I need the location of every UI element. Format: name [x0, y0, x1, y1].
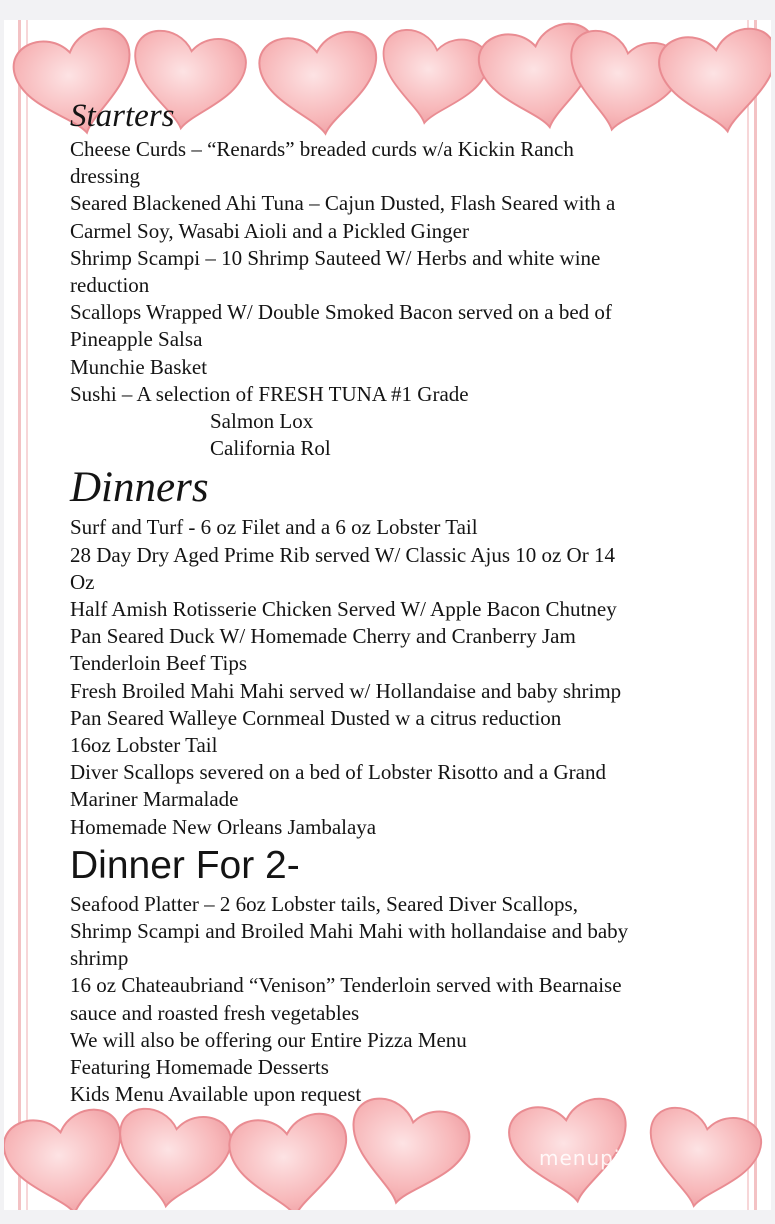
menu-line: Diver Scallops severed on a bed of Lobster Risotto and a Grand [70, 760, 606, 785]
menu-line: 16oz Lobster Tail [70, 733, 218, 758]
menu-line: Shrimp Scampi – 10 Shrimp Sauteed W/ Herbs and white wine [70, 245, 601, 270]
menu-line: Seafood Platter – 2 6oz Lobster tails, Seared Diver Scallops, [70, 891, 578, 916]
menu-line: Pan Seared Walleye Cornmeal Dusted w a citrus reduction [70, 705, 562, 730]
menu-line: 28 Day Dry Aged Prime Rib served W/ Classic Ajus 10 oz Or 14 [70, 542, 615, 567]
menu-line: dressing [70, 164, 140, 189]
right-border [754, 20, 757, 1210]
menu-line: Fresh Broiled Mahi Mahi served w/ Hollandaise and baby shrimp [70, 678, 622, 703]
menu-line: Munchie Basket [70, 354, 208, 379]
right-border-inner [747, 20, 749, 1210]
section-heading-dinners: Dinners [70, 464, 209, 512]
menu-line: reduction [70, 273, 150, 298]
menu-line: Featuring Homemade Desserts [70, 1055, 329, 1080]
menu-line: shrimp [70, 946, 129, 971]
heart-icon [4, 1105, 132, 1210]
menu-line: Scallops Wrapped W/ Double Smoked Bacon served on a bed of [70, 300, 612, 325]
menu-line: 16 oz Chateaubriand “Venison” Tenderloin served with Bearnaise [70, 973, 622, 998]
watermark: menupix [539, 1146, 634, 1170]
section-heading-dinner-for-2: Dinner For 2- [70, 843, 300, 887]
menu-line: Pan Seared Duck W/ Homemade Cherry and Cranberry Jam [70, 624, 576, 649]
menu-line: Kids Menu Available upon request [70, 1082, 362, 1107]
menu-line: Oz [70, 569, 95, 594]
menu-line: We will also be offering our Entire Pizza Menu [70, 1027, 467, 1052]
menu-line-sub: California Rol [210, 436, 331, 461]
heart-icon [111, 1105, 234, 1210]
menu-content [70, 96, 710, 1109]
menu-line: Homemade New Orleans Jambalaya [70, 814, 377, 839]
menu-line: Shrimp Scampi and Broiled Mahi Mahi with hollandaise and baby [70, 919, 629, 944]
section-heading-starters: Starters [70, 98, 175, 134]
menu-line: Surf and Turf - 6 oz Filet and a 6 oz Lobster Tail [70, 515, 478, 540]
menu-line: sauce and roasted fresh vegetables [70, 1000, 360, 1025]
heart-icon [639, 1104, 765, 1210]
menu-line: Pineapple Salsa [70, 327, 203, 352]
menu-line: Half Amish Rotisserie Chicken Served W/ Apple Bacon Chutney [70, 597, 617, 622]
menu-line: Carmel Soy, Wasabi Aioli and a Pickled Ginger [70, 218, 469, 243]
left-border [18, 20, 21, 1210]
heart-icon [339, 1094, 474, 1210]
menu-line: Tenderloin Beef Tips [70, 651, 248, 676]
left-border-inner [26, 20, 28, 1210]
menu-line: Seared Blackened Ahi Tuna – Cajun Dusted, Flash Seared with a [70, 191, 616, 216]
menu-line: Mariner Marmalade [70, 787, 239, 812]
menu-line-sub: Salmon Lox [210, 409, 314, 434]
menu-line: Cheese Curds – “Renards” breaded curds w/a Kickin Ranch [70, 137, 574, 161]
heart-icon [227, 1111, 354, 1210]
menu-line: Sushi – A selection of FRESH TUNA #1 Grade [70, 381, 469, 406]
